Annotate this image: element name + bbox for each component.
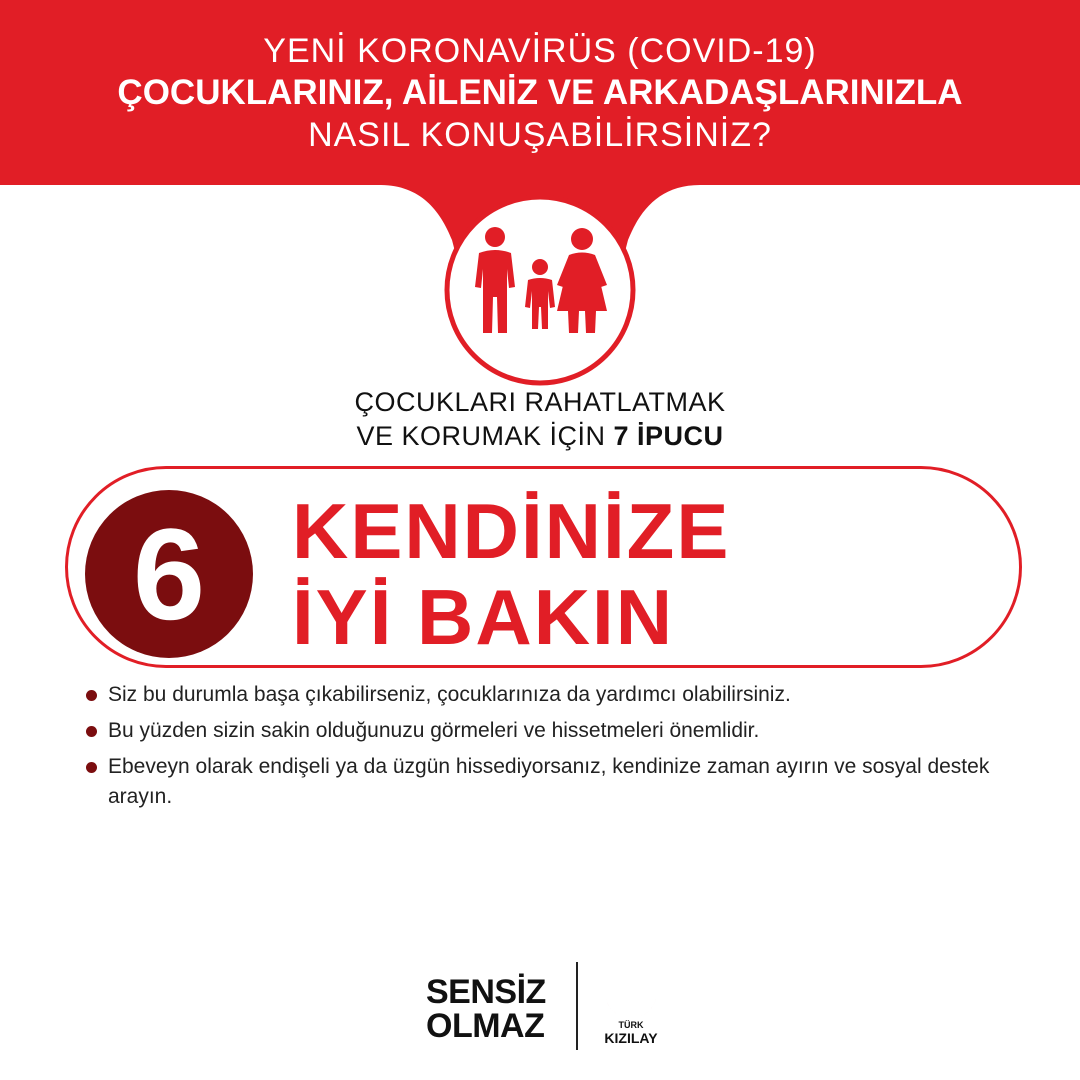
subtitle-line-1: ÇOCUKLARI RAHATLATMAK xyxy=(354,387,726,417)
header-line-3: NASIL KONUŞABİLİRSİNİZ? xyxy=(308,116,772,154)
subtitle-line-2-bold: 7 İPUCU xyxy=(613,421,724,451)
bullet-text: Siz bu durumla başa çıkabilirseniz, çocuklarınıza da yardımcı olabilirsiniz. xyxy=(108,683,791,706)
logo-text-top: TÜRK xyxy=(618,1020,644,1030)
slogan xyxy=(426,975,554,1043)
subtitle xyxy=(0,385,1080,453)
header-line-1: YENİ KORONAVİRÜS (COVID-19) xyxy=(263,32,817,70)
logo-text-bottom: KIZILAY xyxy=(604,1030,658,1046)
family-icon xyxy=(465,225,615,335)
bullet-text: Ebeveyn olarak endişeli ya da üzgün hissediyorsanız, kendinize zaman ayırın ve sosyal destek arayın. xyxy=(108,755,990,808)
bullet-text: Bu yüzden sizin sakin olduğunuzu görmeleri ve hissetmeleri önemlidir. xyxy=(108,719,760,742)
turk-kizilay-logo xyxy=(596,962,666,1052)
header-title xyxy=(0,30,1080,156)
tip-title-line-2: İYİ BAKIN xyxy=(292,573,675,661)
bullet-dot-icon xyxy=(86,726,97,737)
bullet-item xyxy=(86,716,1016,746)
subtitle-line-2-prefix: VE KORUMAK İÇİN xyxy=(356,421,614,451)
footer-divider xyxy=(576,962,578,1050)
bullet-dot-icon xyxy=(86,690,97,701)
tip-title xyxy=(292,488,992,660)
bullet-item xyxy=(86,752,1016,812)
bullet-list xyxy=(86,680,1016,818)
tip-title-line-1: KENDİNİZE xyxy=(292,487,731,575)
header-line-2: ÇOCUKLARINIZ, AİLENİZ VE ARKADAŞLARINIZLA xyxy=(117,73,963,112)
tip-number: 6 xyxy=(85,490,253,658)
slogan-line-1: SENSİZ xyxy=(426,973,546,1011)
slogan-line-2: OLMAZ xyxy=(426,1007,545,1045)
bullet-dot-icon xyxy=(86,762,97,773)
crescent-icon xyxy=(596,962,666,1020)
subtitle-line-2 xyxy=(0,419,1080,453)
bullet-item xyxy=(86,680,1016,710)
